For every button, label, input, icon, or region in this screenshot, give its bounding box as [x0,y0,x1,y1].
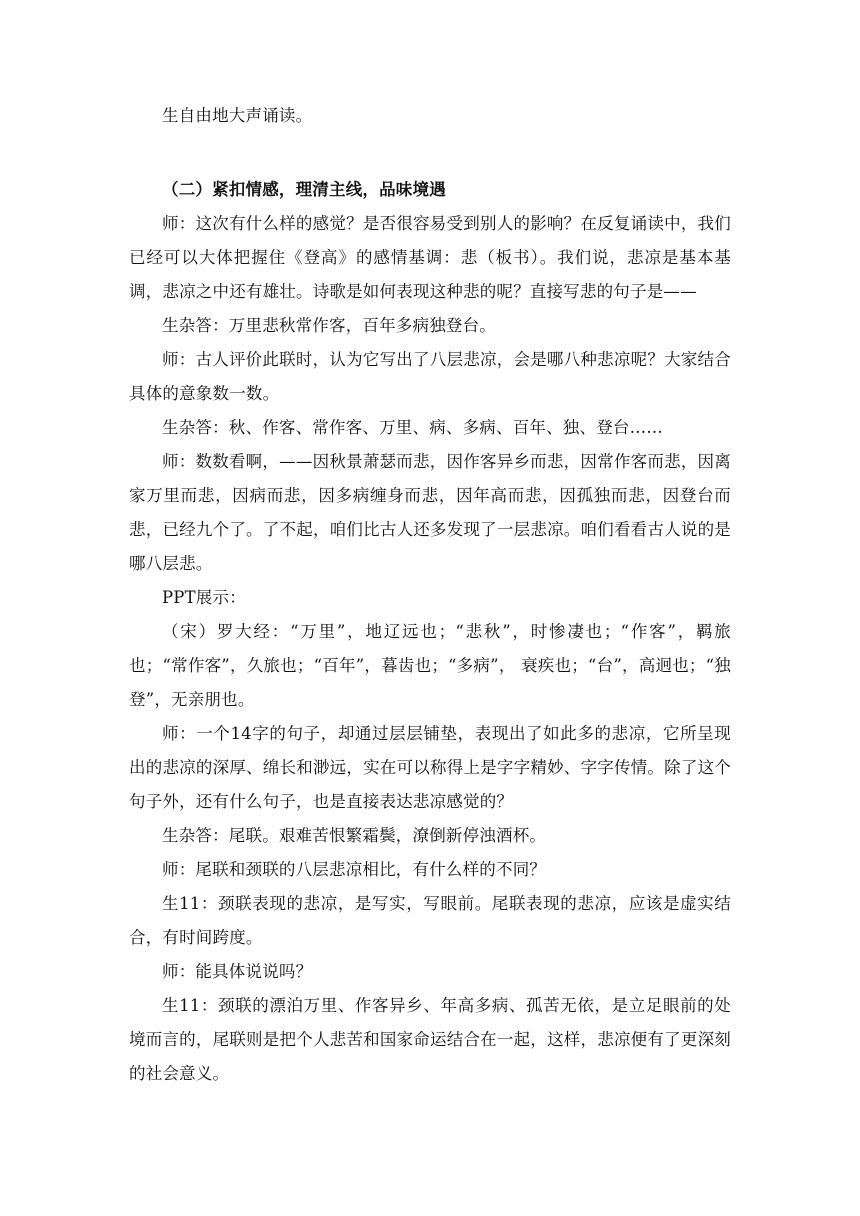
paragraph-gap [129,133,731,173]
paragraph-student-5: 生11：颈联的漂泊万里、作客异乡、年高多病、孤苦无依，是立足眼前的处境而言的，尾联则是把个人悲苦和国家命运结合在一起，这样，悲凉便有了更深刻的社会意义。 [129,996,731,1083]
paragraph-teacher-3: 师：数数看啊，——因秋景萧瑟而悲，因作客异乡而悲，因常作客而悲，因离家万里而悲，因病而悲，因多病缠身而悲，因年高而悲，因孤独而悲，因登台而悲，已经九个了。了不起，咱们比古人还多发现了一层悲凉。咱们看看古人说的是哪八层悲。 [129,452,731,573]
paragraph-teacher-6: 师：能具体说说吗？ [162,962,313,981]
paragraph-student-3: 生杂答：尾联。艰难苦恨繁霜鬓，潦倒新停浊酒杯。 [162,826,547,845]
document-body [129,99,731,1091]
paragraph-student-2: 生杂答：秋、作客、常作客、万里、病、多病、百年、独、登台…… [162,418,663,437]
paragraph-teacher-2: 师：古人评价此联时，认为它写出了八层悲凉，会是哪八种悲凉呢？大家结合具体的意象数一数。 [129,350,731,403]
section-heading: （二）紧扣情感，理清主线，品味境遇 [162,180,446,199]
paragraph-ppt-label: PPT展示： [162,588,246,607]
paragraph-student-1: 生杂答：万里悲秋常作客，百年多病独登台。 [162,316,496,335]
paragraph-read-aloud: 生自由地大声诵读。 [162,106,313,125]
paragraph-ppt-quote: （宋）罗大经：“万里”，地辽远也；“悲秋”，时惨凄也；“作客”，羁旅也；“常作客”，久旅也；“百年”，暮齿也；“多病”， 衰疾也；“台”，高迥也；“独登”，无亲朋也。 [129,622,731,709]
paragraph-teacher-4: 师：一个14字的句子，却通过层层铺垫，表现出了如此多的悲凉，它所呈现出的悲凉的深厚、绵长和渺远，实在可以称得上是字字精妙、字字传情。除了这个句子外，还有什么句子，也是直接表达悲凉感觉的？ [129,724,731,811]
paragraph-teacher-1: 师：这次有什么样的感觉？是否很容易受到别人的影响？在反复诵读中，我们已经可以大体把握住《登高》的感情基调：悲（板书）。我们说，悲凉是基本基调，悲凉之中还有雄壮。诗歌是如何表现这种悲的呢？直接写悲的句子是—— [129,214,731,301]
paragraph-teacher-5: 师：尾联和颈联的八层悲凉相比，有什么样的不同？ [162,860,547,879]
paragraph-student-4: 生11：颈联表现的悲凉，是写实，写眼前。尾联表现的悲凉，应该是虚实结合，有时间跨度。 [129,894,731,947]
